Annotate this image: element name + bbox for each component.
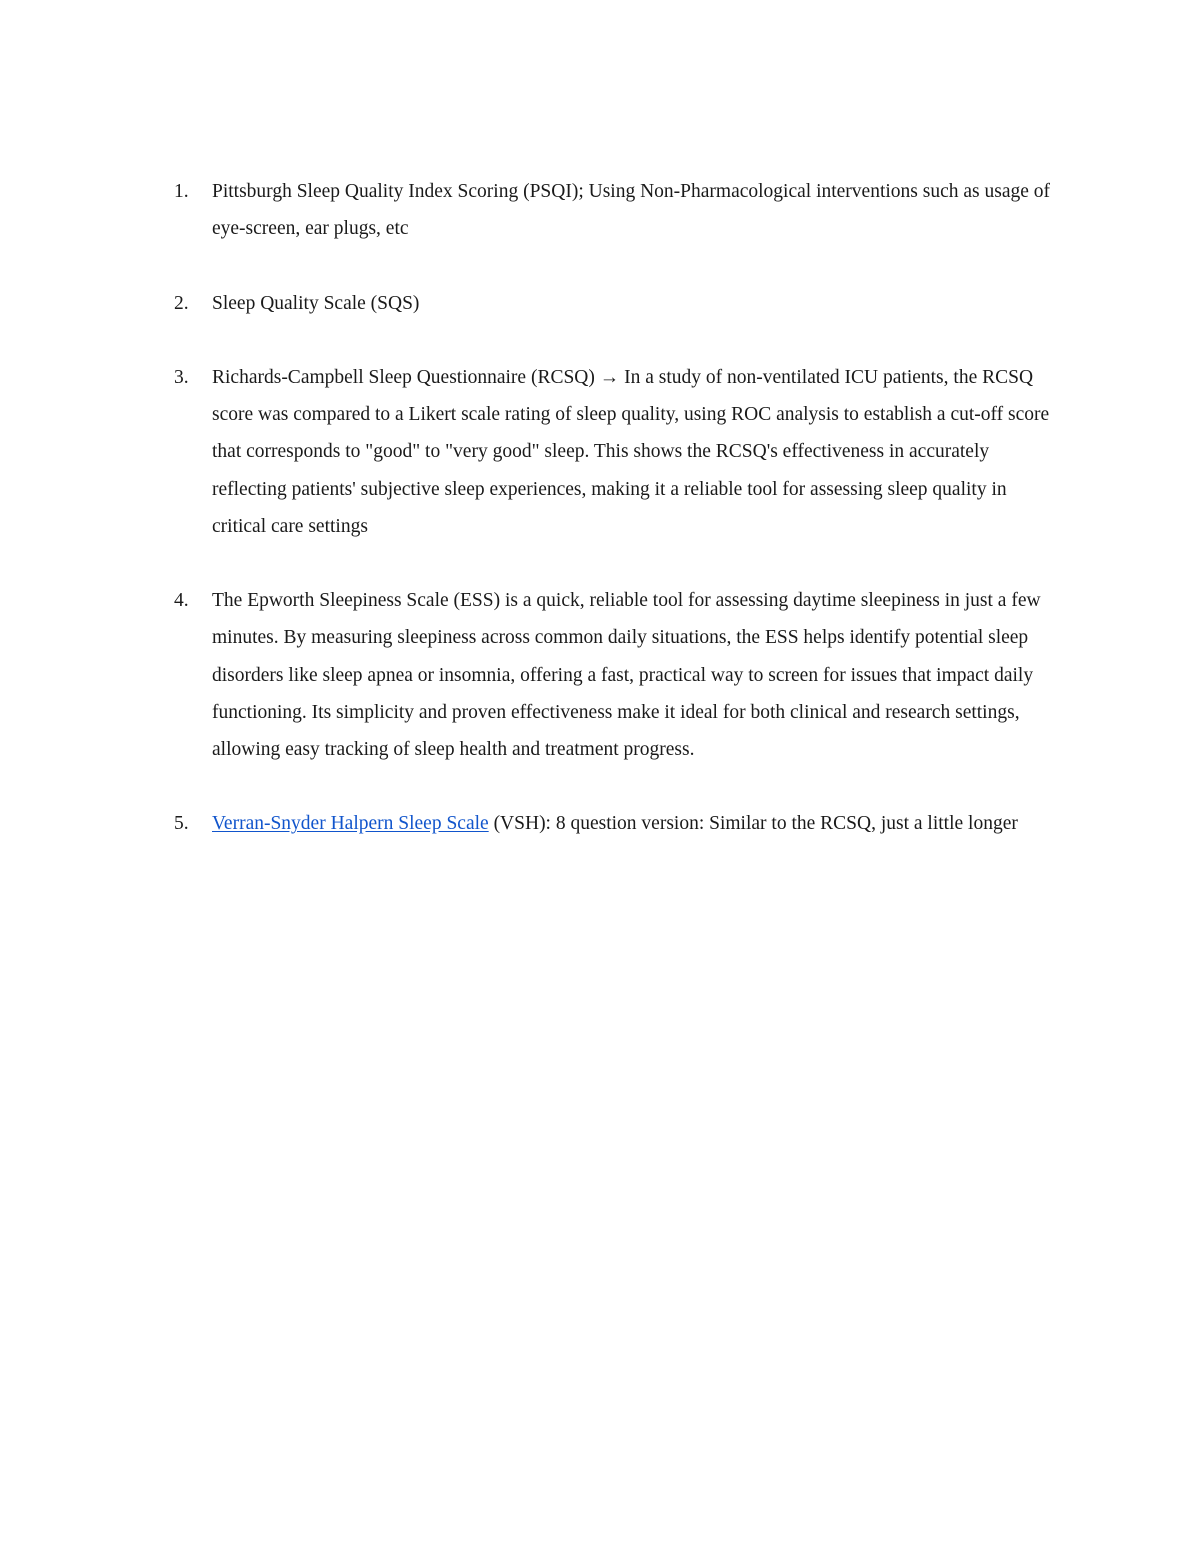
list-item: [0, 359, 1200, 545]
list-item-number: 3.: [174, 366, 189, 388]
list-item-text: (VSH): 8 question version: Similar to the RCSQ, just a little longer: [488, 813, 1018, 835]
list-item-text: The Epworth Sleepiness Scale (ESS) is a quick, reliable tool for assessing daytime sleepiness in just a few minutes. By measuring sleepiness across common daily situations, the ESS helps identify potential sleep disorders like sleep apnea or insomnia, offering a fast, practical way to screen for issues that impact daily functioning. Its simplicity and proven effectiveness make it ideal for both clinical and research settings, allowing easy tracking of sleep health and treatment progress.: [212, 590, 1041, 760]
vsh-scale-link[interactable]: Verran-Snyder Halpern Sleep Scale: [212, 813, 489, 835]
numbered-list: [0, 173, 1200, 880]
list-item-text: Richards-Campbell Sleep Questionnaire (RCSQ) → In a study of non-ventilated ICU patients, the RCSQ score was compared to a Likert scale rating of sleep quality, using ROC analysis to establish a cut-off score that corresponds to "good" to "very good" sleep. This shows the RCSQ's effectiveness in accurately reflecting patients' subjective sleep experiences, making it a reliable tool for assessing sleep quality in critical care settings: [212, 366, 1050, 537]
list-item-number: 5.: [174, 813, 189, 835]
list-item: [0, 173, 1200, 247]
list-item-number: 4.: [174, 590, 189, 612]
list-item-text: Pittsburgh Sleep Quality Index Scoring (PSQI); Using Non-Pharmacological interventions such as usage of eye-screen, ear plugs, etc: [212, 181, 1051, 240]
list-item-number: 1.: [174, 181, 189, 202]
list-item-text: Sleep Quality Scale (SQS): [212, 292, 420, 314]
list-item: [0, 285, 1200, 322]
list-item-number: 2.: [174, 292, 189, 314]
list-item: [0, 805, 1200, 842]
list-item: [0, 582, 1200, 768]
